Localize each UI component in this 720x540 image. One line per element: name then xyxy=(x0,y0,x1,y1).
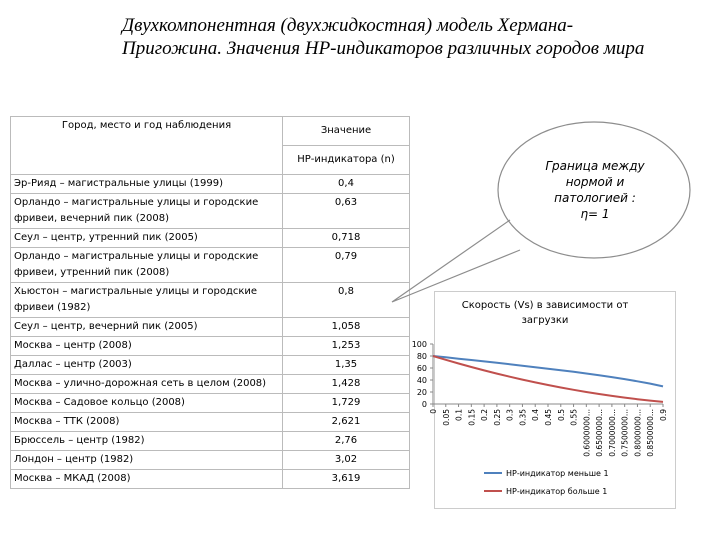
callout-text xyxy=(520,158,670,222)
city-cell: Москва – Садовое кольцо (2008) xyxy=(11,394,283,413)
chart-legend xyxy=(484,466,609,502)
table-row xyxy=(11,394,410,413)
city-cell: Брюссель – центр (1982) xyxy=(11,432,283,451)
city-cell: Хьюстон – магистральные улицы и городские фривеи (1982) xyxy=(11,283,283,318)
y-tick-label: 100 xyxy=(411,340,427,349)
x-tick-label: 0.8500000... xyxy=(646,409,656,457)
page-title: Двухкомпонентная (двухжидкостная) модель Хермана-Пригожина. Значения НР-индикаторов различных городов мира xyxy=(122,15,645,59)
table-row xyxy=(11,413,410,432)
city-cell: Орландо – магистральные улицы и городские фривеи, утренний пик (2008) xyxy=(11,248,283,283)
value-cell: 3,02 xyxy=(283,451,410,470)
x-tick-label: 0.05 xyxy=(441,409,451,426)
x-tick-label: 0.5 xyxy=(556,409,566,421)
x-tick-label: 0.9 xyxy=(659,409,668,421)
value-cell: 0,4 xyxy=(283,175,410,194)
table-row xyxy=(11,451,410,470)
legend-label: НР-индикатор меньше 1 xyxy=(506,468,609,478)
table-row xyxy=(11,175,410,194)
header-value: Значение xyxy=(283,117,410,146)
value-cell: 1,729 xyxy=(283,394,410,413)
legend-swatch-series1 xyxy=(484,472,502,474)
x-tick-label: 0 xyxy=(429,409,438,414)
x-tick-label: 0.6000000... xyxy=(582,409,592,457)
table-row xyxy=(11,432,410,451)
value-cell: 1,253 xyxy=(283,337,410,356)
city-cell: Даллас – центр (2003) xyxy=(11,356,283,375)
x-tick-label: 0.6500000... xyxy=(595,409,605,457)
x-tick-label: 0.55 xyxy=(569,409,579,426)
x-tick-label: 0.25 xyxy=(492,409,502,426)
legend-item xyxy=(484,466,609,480)
callout-line-4: η= 1 xyxy=(580,207,610,221)
header-city: Город, место и год наблюдения xyxy=(11,117,283,175)
city-cell: Москва – центр (2008) xyxy=(11,337,283,356)
value-cell: 1,428 xyxy=(283,375,410,394)
value-cell: 1,35 xyxy=(283,356,410,375)
value-cell: 2,621 xyxy=(283,413,410,432)
x-tick-label: 0.1 xyxy=(454,409,464,421)
x-tick-label: 0.7500000... xyxy=(620,409,630,457)
line-chart xyxy=(405,330,675,460)
x-tick-label: 0.7000000... xyxy=(607,409,617,457)
y-tick-label: 20 xyxy=(416,388,427,397)
legend-swatch-series2 xyxy=(484,490,502,492)
value-cell: 1,058 xyxy=(283,318,410,337)
city-cell: Сеул – центр, утренний пик (2005) xyxy=(11,229,283,248)
table-row xyxy=(11,356,410,375)
city-cell: Москва – ТТК (2008) xyxy=(11,413,283,432)
table-row xyxy=(11,470,410,489)
city-cell: Лондон – центр (1982) xyxy=(11,451,283,470)
table-row xyxy=(11,337,410,356)
value-cell: 3,619 xyxy=(283,470,410,489)
header-value-sub: НР-индикатора (n) xyxy=(283,146,410,175)
value-cell: 0,8 xyxy=(283,283,410,318)
table-row xyxy=(11,283,410,318)
city-cell: Москва – улично-дорожная сеть в целом (2008) xyxy=(11,375,283,394)
y-tick-label: 60 xyxy=(416,364,427,373)
cities-table xyxy=(10,116,410,489)
city-cell: Москва – МКАД (2008) xyxy=(11,470,283,489)
table-row xyxy=(11,229,410,248)
x-tick-label: 0.8000000... xyxy=(633,409,643,457)
city-cell: Сеул – центр, вечерний пик (2005) xyxy=(11,318,283,337)
value-cell: 0,79 xyxy=(283,248,410,283)
x-tick-label: 0.3 xyxy=(505,409,515,421)
chart-title: Скорость (Vs) в зависимости от загрузки xyxy=(461,300,629,326)
legend-label: НР-индикатор больше 1 xyxy=(506,486,608,496)
city-cell: Орландо – магистральные улицы и городские фривеи, вечерний пик (2008) xyxy=(11,194,283,229)
x-tick-label: 0.2 xyxy=(480,409,490,421)
y-tick-label: 80 xyxy=(416,352,427,361)
table-row xyxy=(11,248,410,283)
y-tick-label: 0 xyxy=(421,400,427,409)
y-tick-label: 40 xyxy=(416,376,427,385)
table-row xyxy=(11,375,410,394)
callout-line-3: патологией : xyxy=(554,191,636,205)
x-tick-label: 0.35 xyxy=(518,409,528,426)
callout-line-1: Граница между xyxy=(545,159,645,173)
x-tick-label: 0.45 xyxy=(544,409,553,426)
table-row xyxy=(11,318,410,337)
value-cell: 2,76 xyxy=(283,432,410,451)
callout-pointer-line xyxy=(392,220,520,302)
table-row xyxy=(11,194,410,229)
x-tick-label: 0.4 xyxy=(531,409,541,421)
value-cell: 0,63 xyxy=(283,194,410,229)
legend-item xyxy=(484,484,609,498)
callout-line-2: нормой и xyxy=(565,175,625,189)
city-cell: Эр-Рияд – магистральные улицы (1999) xyxy=(11,175,283,194)
x-tick-label: 0.15 xyxy=(467,409,477,426)
series-line-1 xyxy=(433,356,663,386)
value-cell: 0,718 xyxy=(283,229,410,248)
